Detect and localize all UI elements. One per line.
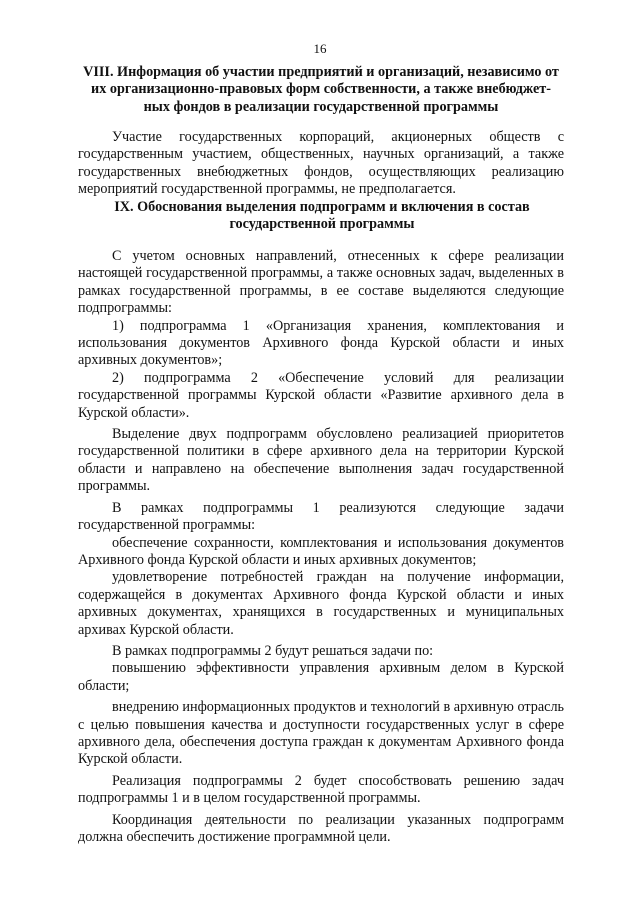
paragraph: обеспечение сохранности, комплектования и использования документов Архивного фонда Курской области и иных архивных документов; <box>78 534 564 568</box>
section-8-heading <box>78 64 564 116</box>
paragraph: 2) подпрограмма 2 «Обеспечение условий для реализации государственной программы Курской области «Развитие архивного дела в Курской области». <box>78 369 564 421</box>
paragraph: 1) подпрограмма 1 «Организация хранения, комплектования и использования документов Архивного фонда Курской области и иных архивных документов»; <box>78 317 564 369</box>
paragraph: Реализация подпрограммы 2 будет способствовать решению задач подпрограммы 1 и в целом государственной программы. <box>78 772 564 807</box>
paragraph: Координация деятельности по реализации указанных подпрограмм должна обеспечить достижение программной цели. <box>78 811 564 845</box>
paragraph: Выделение двух подпрограмм обусловлено реализацией приоритетов государственной политики в сфере архивного дела на территории Курской области и направлено на обеспечение выполнения задач государственной программы. <box>78 426 564 495</box>
section-9-heading-line: IX. Обоснования выделения подпрограмм и включения в состав <box>114 199 530 215</box>
paragraph: В рамках подпрограммы 1 реализуются следующие задачи государственной программы: <box>78 499 564 534</box>
section-9-heading <box>98 199 546 234</box>
section-9-heading-line: государственной программы <box>229 216 415 233</box>
page-number: 16 <box>313 41 327 56</box>
section-8-heading-line: VIII. Информация об участии предприятий и организаций, независимо от <box>83 64 559 80</box>
section-9-body <box>78 248 564 846</box>
paragraph: С учетом основных направлений, отнесенных к сфере реализации настоящей государственной программы, а также основных задач, выделенных в рамках государственной программы, в ее составе выделяются следующие подпрограммы: <box>78 248 564 317</box>
paragraph: внедрению информационных продуктов и технологий в архивную отрасль с целью повышения качества и доступности государственных услуг в сфере архивного дела, обеспечения доступа граждан к документам Архивного фонда Курской области. <box>78 699 564 768</box>
section-8-paragraph: Участие государственных корпораций, акционерных обществ с государственным участием, общественных, научных организаций, а также государственных внебюджетных фондов, осуществляющих реализацию мероприятий государственной программы, не предполагается. <box>78 129 564 198</box>
section-8-heading-line: ных фондов в реализации государственной программы <box>143 98 499 115</box>
section-8-heading-line: их организационно-правовых форм собственности, а также внебюджет- <box>91 81 551 98</box>
paragraph: удовлетворение потребностей граждан на получение информации, содержащейся в документах Архивного фонда Курской области и иных архивных документах, хранящихся в государственных и муниципальных архивах Курской области. <box>78 569 564 638</box>
paragraph: повышению эффективности управления архивным делом в Курской области; <box>78 660 564 694</box>
paragraph: В рамках подпрограммы 2 будут решаться задачи по: <box>112 642 434 659</box>
